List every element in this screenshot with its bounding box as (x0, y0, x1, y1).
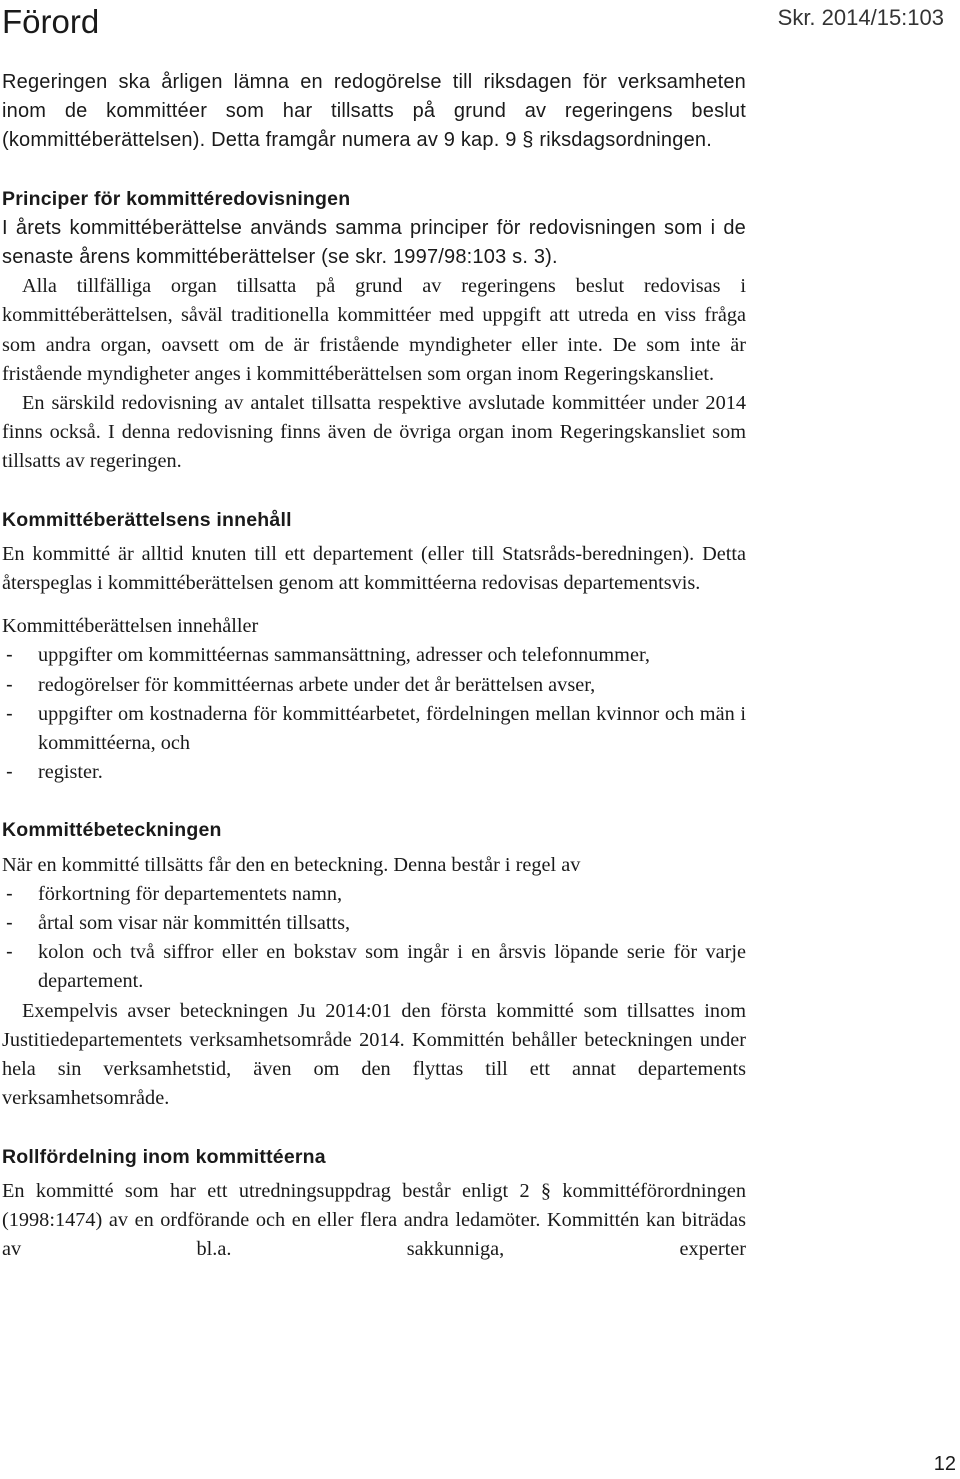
section-heading-beteckningen: Kommittébeteckningen (2, 819, 222, 842)
list-item: - register. (2, 758, 746, 787)
innehall-paragraph-1: En kommitté är alltid knuten till ett departement (eller till Statsråds-beredningen). Detta återspeglas i kommittéberättelsen genom att kommittéerna redovisas departementsvis. (2, 542, 746, 595)
list-item: - årtal som visar när kommittén tillsatts, (2, 909, 746, 938)
list-item: - uppgifter om kommittéernas sammansättning, adresser och telefonnummer, (2, 641, 746, 670)
section-heading-innehall: Kommittéberättelsens innehåll (2, 508, 292, 531)
list-item: - förkortning för departementets namn, (2, 880, 746, 909)
intro-paragraph: Regeringen ska årligen lämna en redogörelse till riksdagen för verksamheten inom de kommittéer som har tillsatts på grund av regeringens beslut (kommittéberättelsen). Detta framgår numera av 9 kap. 9 § riksdagsordningen. (2, 71, 746, 152)
principer-paragraph-3: En särskild redovisning av antalet tillsatta respektive avslutade kommittéer under 2014 finns också. I denna redovisning finns även de övriga organ inom Regeringskansliet som tillsatts av regeringen. (2, 392, 746, 473)
principer-paragraph-2: Alla tillfälliga organ tillsatta på grund av regeringens beslut redovisas i kommittéberättelsen, såväl traditionella kommittéer med uppgift att utreda en viss fråga som andra organ, oavsett om de är fristående myndigheter eller inte. De som inte är fristående myndigheter anges i kommittéberättelsen som organ inom Regeringskansliet. (2, 275, 746, 385)
list-item: - kolon och två siffror eller en bokstav som ingår i en årsvis löpande serie för varje departement. (2, 938, 746, 996)
list-item: - uppgifter om kostnaderna för kommittéarbetet, fördelningen mellan kvinnor och män i kommittéerna, och (2, 700, 746, 758)
beteckningen-paragraph-2: Exempelvis avser beteckningen Ju 2014:01 den första kommitté som tillsattes inom Justitiedepartementets verksamhetsområde 2014. Kommittén behåller beteckningen under hela sin verksamhetstid, även om den flyttas till ett annat departements verksamhetsområde. (2, 999, 746, 1110)
principer-paragraph-1: I årets kommittéberättelse används samma principer för redovisningen som i de senaste årens kommittéberättelser (se skr. 1997/98:103 s. 3). (2, 216, 746, 269)
page-title: Förord (2, 3, 100, 40)
document-reference: Skr. 2014/15:103 (777, 5, 944, 30)
innehall-list-intro: Kommittéberättelsen innehåller (2, 615, 259, 638)
beteckningen-list (2, 880, 746, 997)
rollfordelning-paragraph-1: En kommitté som har ett utredningsuppdrag består enligt 2 § kommittéförordningen (1998:1474) av en ordförande och en eller flera andra ledamöter. Kommittén kan biträdas av bl.a. sakkunniga, experter (2, 1179, 746, 1261)
page-number: 12 (933, 1453, 956, 1475)
document-body (2, 68, 746, 1264)
beteckningen-paragraph-1: När en kommitté tillsätts får den en beteckning. Denna består i regel av (2, 853, 581, 876)
section-heading-rollfordelning: Rollfördelning inom kommittéerna (2, 1145, 326, 1168)
list-item: - redogörelser för kommittéernas arbete under det år berättelsen avser, (2, 671, 746, 700)
innehall-list (2, 641, 746, 787)
section-heading-principer: Principer för kommittéredovisningen (2, 187, 351, 210)
